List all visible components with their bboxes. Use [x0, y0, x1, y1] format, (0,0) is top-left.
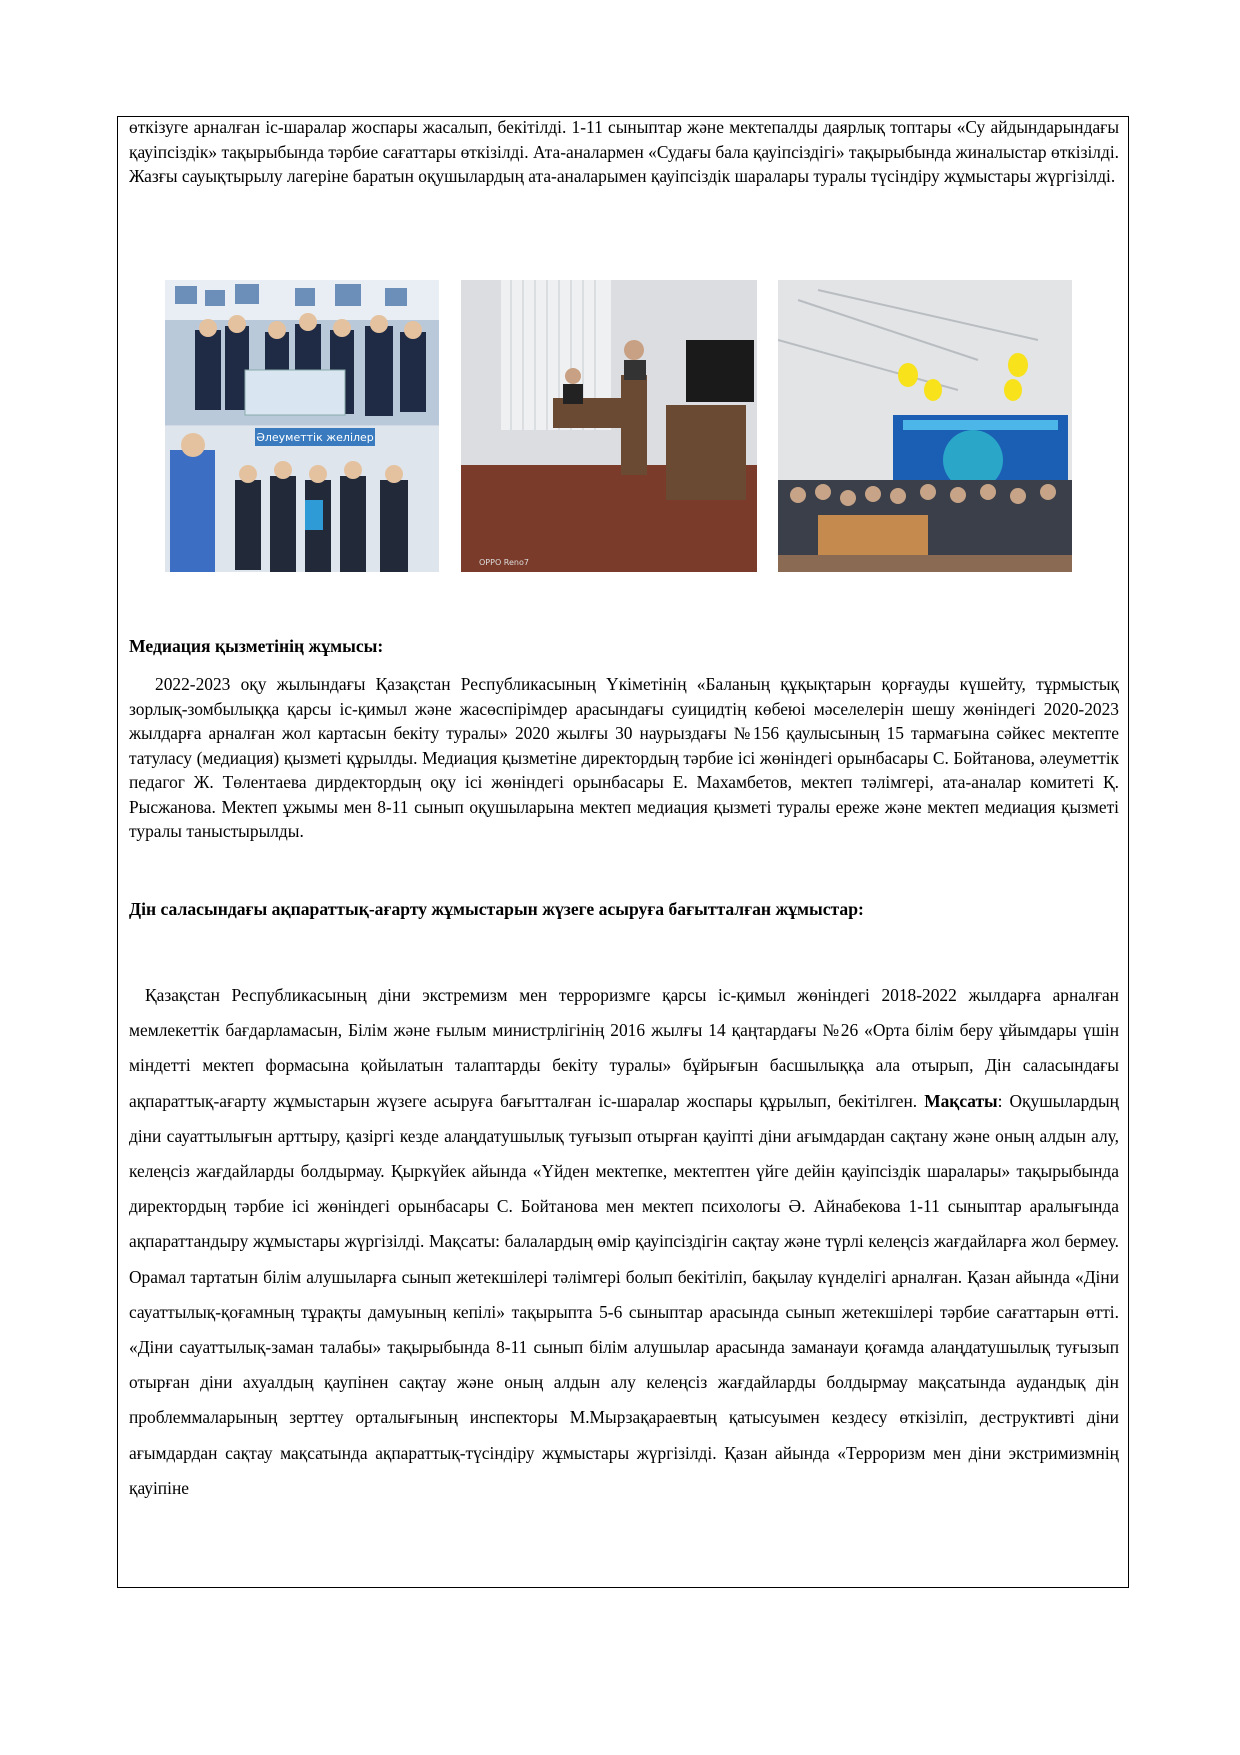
watermark-text: OPPO Reno7: [479, 558, 529, 567]
photo-audience: [778, 280, 1072, 572]
paragraph-religion-part-a: Қазақстан Республикасының діни экстремизм мен терроризмге қарсы іс-қимыл жөніндегі 2018-2022 жылдарға арналған мемлекеттік бағдарламасын, Білім және ғылым министрлігінің 2016 жылғы 14 қаңтардағы №26 «Орта білім беру ұйымдары үшін міндетті мектеп формасына қойылатын талаптарды бекіту туралы» бұйрығын басшылыққа ала отырып, Дін саласындағы ақпараттық-ағарту жұмыстарын жүзеге асыруға бағытталған іс-шаралар жоспары құрылып, бекітілген.: [129, 985, 1119, 1111]
paragraph-religion-goal-label: Мақсаты: [924, 1090, 998, 1111]
heading-religion: Дін саласындағы ақпараттық-ағарту жұмыстарын жүзеге асыруға бағытталған жұмыстар:: [129, 899, 864, 919]
paragraph-safety: өткізуге арналған іс-шаралар жоспары жасалып, бекітілді. 1-11 сыныптар және мектепалды даярлық топтары «Су айдындарындағы қауіпсіздік» тақырыбында тәрбие сағаттары өткізілді. Ата-аналармен «Судағы бала қауіпсіздігі» тақырыбында жиналыстар өткізілді. Жазғы сауықтырылу лагеріне баратын оқушылардың ата-аналарымен қауіпсіздік шаралары туралы түсіндіру жұмыстары жүргізілді.: [129, 117, 1119, 186]
paragraph-mediation: 2022-2023 оқу жылындағы Қазақстан Республикасының Үкіметінің «Баланың құқықтарын қорғауды күшейту, тұрмыстық зорлық-зомбылыққа қарсы іс-қимыл және жасөспірімдер арасындағы суицидтің көбеюі мәселелерін шешу жөніндегі 2020-2023 жылдарға арналған жол картасын бекіту туралы» 2020 жылғы 30 наурыздағы №156 қаулысының 15 тармағына сәйкес мектепте татуласу (медиация) қызметі құрылды. Медиация қызметіне директордың тәрбие ісі жөніндегі орынбасары С. Бойтанова, әлеуметтік педагог Ж. Төлентаева дирдектордың оқу ісі жөніндегі орынбасары Е. Махамбетов, мектеп тәлімгері, ата-аналар комитеті Қ. Рысжанова. Мектеп ұжымы мен 8-11 сынып оқушыларына мектеп медиация қызметі туралы ереже және мектеп медиация қызметі туралы таныстырылды.: [129, 674, 1119, 841]
heading-mediation: Медиация қызметінің жұмысы:: [129, 636, 384, 656]
photo-speaker-hall: [461, 280, 757, 572]
paragraph-religion: [129, 978, 1119, 1506]
banner-text: Әлеуметтік желілер: [256, 431, 374, 444]
paragraph-religion-part-b: : Оқушылардың діни сауаттылығын арттыру, қазіргі кезде алаңдатушылық туғызып отырған қауіпті діни ағымдардан сақтану және оның алдын алу, келеңсіз жағдайларды болдырмау. Қыркүйек айында «Үйден мектепке, мектептен үйге дейін қауіпсіздік шаралары» тақырыбында директордың тәрбие ісі жөніндегі орынбасары С. Бойтанова мен мектеп психологы Ә. Айнабекова 1-11 сыныптар аралығында ақпараттандыру жұмыстары жүргізілді. Мақсаты: балалардың өмір қауіпсіздігін сақтау және түрлі келеңсіз жағдайларға жол бермеу. Орамал тартатын білім алушыларға сынып жетекшілері тәлімгері болып бекітіліп, бақылау күнделігі арналған. Қазан айында «Діни сауаттылық-қоғамның тұрақты дамуының кепілі» тақырыпта 5-6 сыныптар арасында сынып жетекшілері тәрбие сағаттарын өтті. «Діни сауаттылық-заман талабы» тақырыбында 8-11 сынып білім алушылар арасында заманауи қоғамда алаңдатушылық туғызып отырған діни ахуалдың қаупінен сақтау және оның алдын алу келеңсіз жағдайларды болдырмау мақсатында аудандық дін проблеммаларының зерттеу орталығының инспекторы М.Мырзақараевтың қатысуымен кездесу өткізіліп, деструктивті діни ағымдардан сақтау мақсатында ақпараттық-түсіндіру жұмыстары жүргізілді. Қазан айында «Терроризм мен діни экстримизмнің қауіпіне: [129, 1090, 1119, 1498]
photo-students-collage: [165, 280, 439, 572]
